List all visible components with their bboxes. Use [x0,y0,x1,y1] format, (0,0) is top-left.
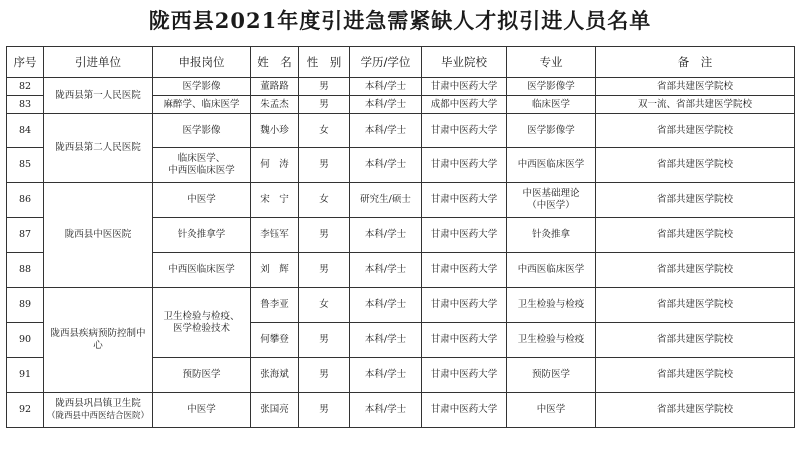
col-header-unit: 引进单位 [44,47,153,78]
cell-name: 董路路 [251,78,299,96]
cell-note: 省部共建医学院校 [596,183,795,218]
cell-degree: 本科/学士 [350,218,422,253]
cell-note: 双一流、省部共建医学院校 [596,96,795,114]
header-row [7,47,795,78]
major-line: （中医学） [527,200,575,211]
cell-school: 甘肃中医药大学 [422,288,507,323]
cell-degree: 本科/学士 [350,358,422,393]
cell-degree: 本科/学士 [350,393,422,428]
cell-note: 省部共建医学院校 [596,253,795,288]
table-row [7,114,795,148]
post-line: 卫生检验与检疫、 [163,310,240,322]
post-line: 中西医临床医学 [168,165,235,176]
cell-no: 82 [7,78,44,96]
cell-no: 89 [7,288,44,323]
post-line: 医学检验技术 [172,322,230,334]
cell-major: 中西医临床医学 [507,253,596,288]
table-row [7,288,795,323]
cell-school: 甘肃中医药大学 [422,218,507,253]
cell-name: 朱孟杰 [251,96,299,114]
cell-name: 刘 辉 [251,253,299,288]
cell-name: 宋 宁 [251,183,299,218]
cell-degree: 本科/学士 [350,288,422,323]
cell-school: 甘肃中医药大学 [422,323,507,358]
cell-major: 临床医学 [507,96,596,114]
cell-no: 87 [7,218,44,253]
cell-gender: 女 [299,114,350,148]
cell-note: 省部共建医学院校 [596,393,795,428]
col-header-school: 毕业院校 [422,47,507,78]
cell-gender: 女 [299,183,350,218]
talent-list-table [6,46,795,428]
cell-post: 麻醉学、临床医学 [153,96,251,114]
cell-note: 省部共建医学院校 [596,323,795,358]
cell-gender: 男 [299,218,350,253]
cell-major: 中西医临床医学 [507,148,596,183]
cell-note: 省部共建医学院校 [596,358,795,393]
cell-post: 医学影像 [153,114,251,148]
cell-school: 甘肃中医药大学 [422,148,507,183]
col-header-major: 专业 [507,47,596,78]
cell-major: 医学影像学 [507,114,596,148]
cell-school: 甘肃中医药大学 [422,393,507,428]
cell-degree: 本科/学士 [350,78,422,96]
col-header-no: 序号 [7,47,44,78]
cell-name: 何 涛 [251,148,299,183]
cell-school: 甘肃中医药大学 [422,114,507,148]
unit-line: （陇西县中西医结合医院） [46,411,149,421]
cell-note: 省部共建医学院校 [596,218,795,253]
col-header-note: 备 注 [596,47,795,78]
cell-major: 卫生检验与检疫 [507,323,596,358]
cell-gender: 男 [299,148,350,183]
cell-gender: 男 [299,323,350,358]
cell-note: 省部共建医学院校 [596,148,795,183]
col-header-name: 姓 名 [251,47,299,78]
cell-no: 84 [7,114,44,148]
cell-post: 医学影像 [153,78,251,96]
cell-note: 省部共建医学院校 [596,78,795,96]
cell-post [153,288,251,358]
cell-no: 86 [7,183,44,218]
cell-unit: 陇西县中医医院 [44,183,153,288]
cell-degree: 本科/学士 [350,253,422,288]
cell-no: 91 [7,358,44,393]
cell-unit: 陇西县疾病预防控制中心 [44,288,153,393]
cell-major: 针灸推拿 [507,218,596,253]
cell-name: 何攀登 [251,323,299,358]
cell-school: 甘肃中医药大学 [422,78,507,96]
cell-gender: 男 [299,358,350,393]
cell-gender: 男 [299,253,350,288]
post-line: 临床医学、 [177,153,226,164]
cell-gender: 男 [299,96,350,114]
cell-degree: 研究生/硕士 [350,183,422,218]
cell-school: 甘肃中医药大学 [422,358,507,393]
cell-unit [44,393,153,428]
table-row [7,393,795,428]
cell-post: 针灸推拿学 [153,218,251,253]
cell-unit: 陇西县第一人民医院 [44,78,153,114]
col-header-degree: 学历/学位 [350,47,422,78]
col-header-post: 申报岗位 [153,47,251,78]
cell-no: 88 [7,253,44,288]
cell-degree: 本科/学士 [350,148,422,183]
cell-gender: 男 [299,393,350,428]
cell-major [507,183,596,218]
col-header-gender: 性 别 [299,47,350,78]
cell-no: 85 [7,148,44,183]
unit-line: 陇西县巩昌镇卫生院 [55,398,141,409]
cell-major: 中医学 [507,393,596,428]
cell-school: 甘肃中医药大学 [422,183,507,218]
cell-no: 90 [7,323,44,358]
cell-name: 鲁李亚 [251,288,299,323]
cell-name: 张国亮 [251,393,299,428]
cell-degree: 本科/学士 [350,114,422,148]
cell-note: 省部共建医学院校 [596,288,795,323]
page-title: 陇西县2021年度引进急需紧缺人才拟引进人员名单 [148,8,652,33]
cell-school: 甘肃中医药大学 [422,253,507,288]
cell-school: 成都中医药大学 [422,96,507,114]
cell-gender: 女 [299,288,350,323]
cell-post: 预防医学 [153,358,251,393]
cell-major: 卫生检验与检疫 [507,288,596,323]
cell-no: 83 [7,96,44,114]
cell-degree: 本科/学士 [350,96,422,114]
table-row [7,183,795,218]
cell-post: 中医学 [153,183,251,218]
cell-major: 医学影像学 [507,78,596,96]
cell-note: 省部共建医学院校 [596,114,795,148]
cell-post [153,148,251,183]
cell-unit: 陇西县第二人民医院 [44,114,153,183]
major-line: 中医基础理论 [522,188,580,199]
cell-name: 张海斌 [251,358,299,393]
cell-no: 92 [7,393,44,428]
cell-gender: 男 [299,78,350,96]
cell-name: 李钰军 [251,218,299,253]
cell-post: 中西医临床医学 [153,253,251,288]
cell-major: 预防医学 [507,358,596,393]
table-row [7,78,795,96]
cell-degree: 本科/学士 [350,323,422,358]
cell-name: 魏小珍 [251,114,299,148]
cell-post: 中医学 [153,393,251,428]
